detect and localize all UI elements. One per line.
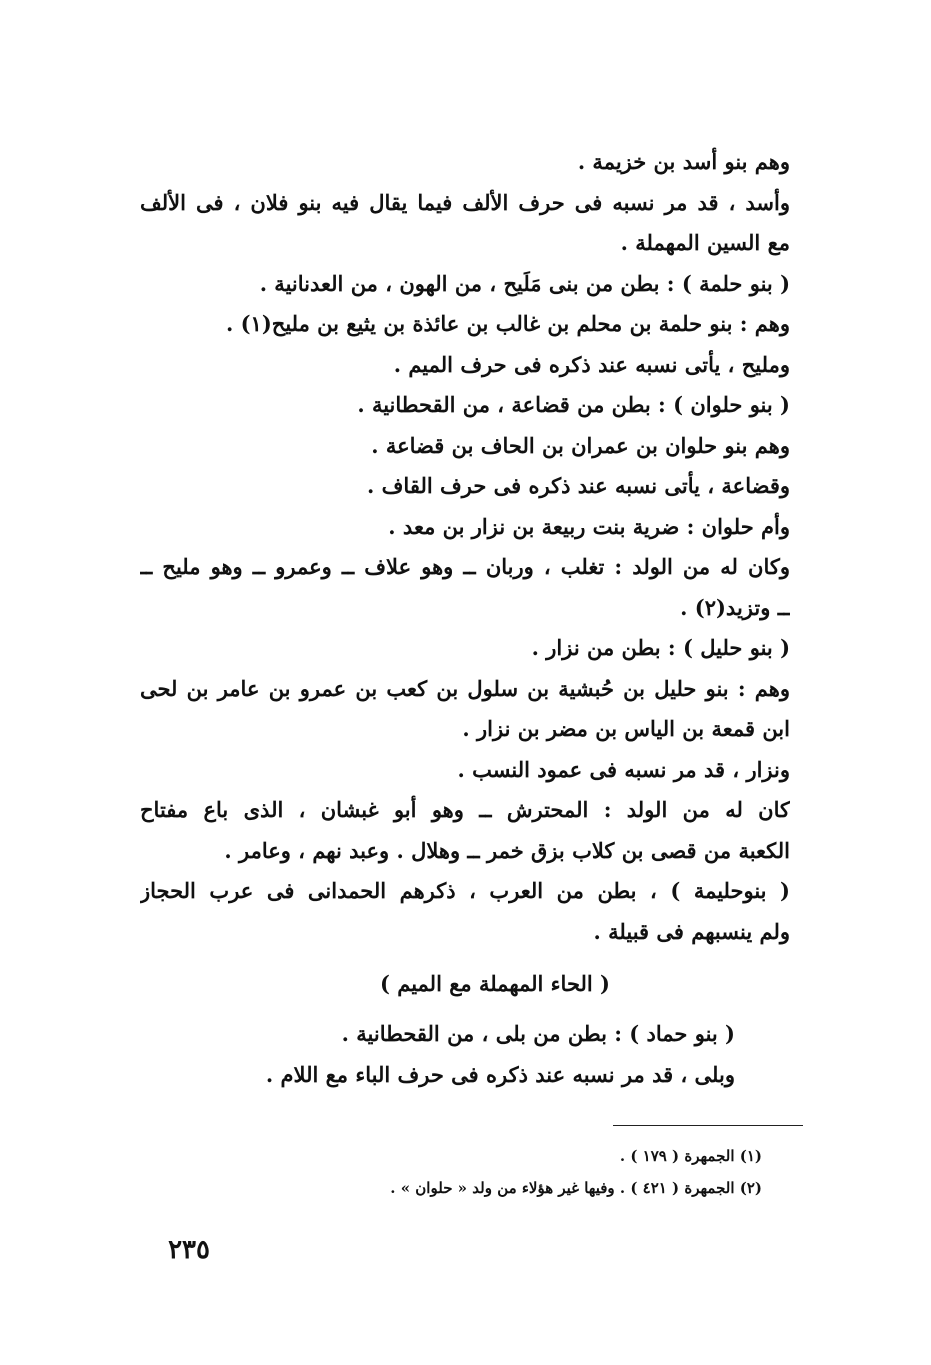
text-line: ( بنو حلمة ) : بطن من بنى مَلَيح ، من الهون ، من العدنانية . bbox=[259, 270, 790, 296]
main-text bbox=[140, 142, 790, 1095]
text-line: ومليح ، يأتى نسبه عند ذكره فى حرف الميم . bbox=[393, 351, 790, 377]
text-line: وقضاعة ، يأتى نسبه عند ذكره فى حرف القاف . bbox=[367, 473, 790, 498]
text-line: كان له من الولد : المحترش ــ وهو أبو غبشان ، الذى باع مفتاح bbox=[140, 797, 790, 822]
text-line: وهم بنو أسد بن خزيمة . bbox=[577, 149, 790, 174]
text-line: ( بنوحليمة ) ، بطن من العرب ، ذكرهم الحمدانى فى عرب الحجاز bbox=[140, 878, 790, 903]
section-heading: ( الحاء المهملة مع الميم ) bbox=[379, 971, 610, 996]
footnote-1: (١) الجمهرة ( ١٧٩ ) . bbox=[619, 1147, 762, 1165]
text-line: ( بنو حماد ) : بطن من بلى ، من القحطانية . bbox=[341, 1021, 735, 1046]
footnote-2: (٢) الجمهرة ( ٤٢١ ) . وفيها غير هؤلاء من ولد « حلوان » . bbox=[390, 1179, 762, 1197]
text-line: ابن قمعة بن الياس بن مضر بن نزار . bbox=[462, 716, 790, 741]
text-line: وأسد ، قد مر نسبه فى حرف الألف فيما يقال فيه بنو فلان ، فى الألف bbox=[140, 189, 790, 215]
text-line: مع السين المهملة . bbox=[620, 230, 790, 255]
text-line: الكعبة من قصى بن كلاب بزق خمر ــ وهلال . وعبد نهم ، وعامر . bbox=[224, 837, 790, 863]
text-line: ونزار ، قد مر نسبه فى عمود النسب . bbox=[457, 756, 790, 782]
page-number: ٢٣٥ bbox=[168, 1235, 210, 1265]
text-line: ــ وتزيد(٢) . bbox=[680, 594, 790, 620]
text-line: ( بنو حليل ) : بطن من نزار . bbox=[531, 635, 790, 660]
footnotes bbox=[300, 1140, 762, 1204]
text-line: وهم بنو حلوان بن عمران بن الحاف بن قضاعة . bbox=[371, 432, 790, 458]
footnote-separator bbox=[613, 1125, 803, 1126]
text-line: وكان له من الولد : تغلب ، وربان ــ وهو علاف ــ وعمرو ــ وهو مليح ــ bbox=[140, 554, 790, 579]
text-line: وأم حلوان : ضرية بنت ربيعة بن نزار بن معد . bbox=[388, 513, 790, 539]
text-line: ( بنو حلوان ) : بطن من قضاعة ، من القحطانية . bbox=[357, 392, 790, 417]
text-line: وهم : بنو حليل بن حُبشية بن سلول بن كعب بن عمرو بن عامر بن لحى bbox=[140, 675, 790, 701]
text-line: ولم ينسبهم فى قبيلة . bbox=[593, 918, 790, 944]
text-line: وبلى ، قد مر نسبه عند ذكره فى حرف الباء مع اللام . bbox=[265, 1061, 735, 1087]
text-line: وهم : بنو حلمة بن محلم بن غالب بن عائذة بن يثيع بن مليح(١) . bbox=[225, 311, 790, 336]
